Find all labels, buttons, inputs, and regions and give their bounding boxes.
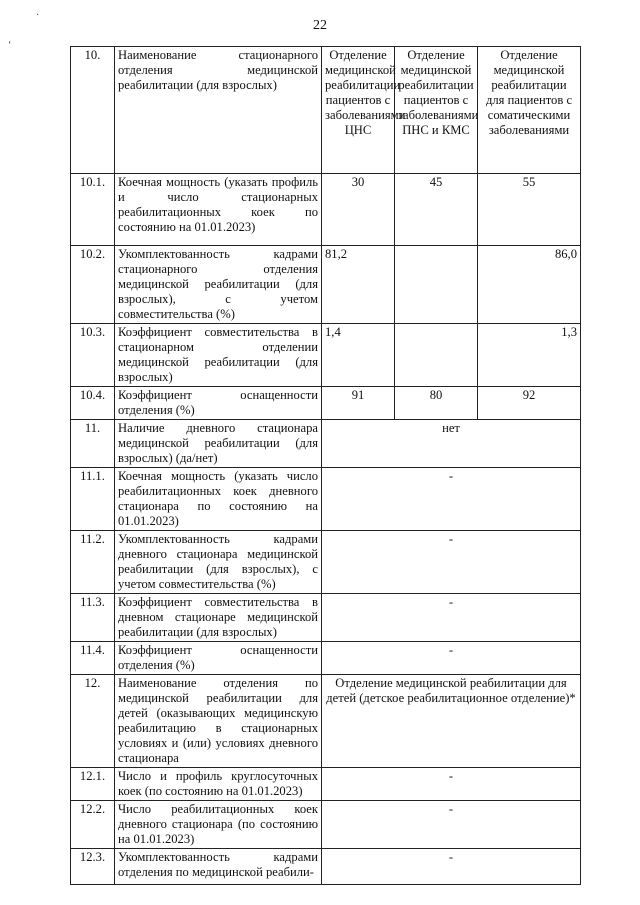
cell-value	[395, 246, 478, 324]
cell-value	[395, 324, 478, 387]
row-number: 12.1.	[71, 768, 115, 801]
table-row	[71, 246, 581, 324]
row-label: Число реабилитационных коек дневного стационара (по состоянию на 01.01.2023)	[115, 801, 322, 849]
table-row	[71, 531, 581, 594]
scan-dot: ‘	[8, 40, 12, 51]
table-row	[71, 420, 581, 468]
cell-value: -	[322, 594, 581, 642]
row-label: Коечная мощность (указать профиль и число стационарных реабилитационных коек по состоянию на 01.01.2023)	[115, 174, 322, 246]
cell-value: -	[322, 801, 581, 849]
cell-value: 80	[395, 387, 478, 420]
cell-value: 91	[322, 387, 395, 420]
row-label: Коэффициент оснащенности отделения (%)	[115, 387, 322, 420]
cell-value: 1,4	[322, 324, 395, 387]
row-label: Укомплектованность кадрами стационарного отделения медицинской реабилитации (для взрослых), с учетом совместительства (%)	[115, 246, 322, 324]
row-label: Наименование стационарного отделения медицинской реабилитации (для взрослых)	[115, 47, 322, 174]
cell-value: -	[322, 768, 581, 801]
row-label: Укомплектованность кадрами дневного стационара медицинской реабилитации (для взрослых), с учетом совместительства (%)	[115, 531, 322, 594]
row-number: 12.2.	[71, 801, 115, 849]
row-label: Наименование отделения по медицинской реабилитации для детей (оказывающих медицинскую реабилитацию в стационарных условиях и (или) условиях дневного стационара	[115, 675, 322, 768]
row-number: 10.1.	[71, 174, 115, 246]
cell-value: 81,2	[322, 246, 395, 324]
table-row	[71, 675, 581, 768]
cell-value: 45	[395, 174, 478, 246]
table-row	[71, 468, 581, 531]
page-number: 22	[313, 18, 327, 33]
table-row	[71, 387, 581, 420]
row-number: 11.	[71, 420, 115, 468]
cell-value: 55	[478, 174, 581, 246]
data-table	[70, 46, 581, 885]
table-row	[71, 47, 581, 174]
cell-value: 1,3	[478, 324, 581, 387]
cell-value: 30	[322, 174, 395, 246]
table-row	[71, 849, 581, 885]
row-number: 11.3.	[71, 594, 115, 642]
column-header: Отделение медицинской реабилитации пациентов с заболеваниями ЦНС	[322, 47, 395, 174]
cell-value: 92	[478, 387, 581, 420]
row-number: 10.4.	[71, 387, 115, 420]
row-label: Коэффициент совместительства в дневном стационаре медицинской реабилитации (для взрослых)	[115, 594, 322, 642]
table-row	[71, 768, 581, 801]
cell-value: -	[322, 849, 581, 885]
table-row	[71, 642, 581, 675]
table-row	[71, 801, 581, 849]
cell-value: -	[322, 531, 581, 594]
cell-value: -	[322, 642, 581, 675]
scan-dot: ·	[36, 10, 40, 21]
row-number: 10.2.	[71, 246, 115, 324]
row-label: Число и профиль круглосуточных коек (по состоянию на 01.01.2023)	[115, 768, 322, 801]
row-number: 11.2.	[71, 531, 115, 594]
cell-value: -	[322, 468, 581, 531]
column-header: Отделение медицинской реабилитации пациентов с заболеваниями ПНС и КМС	[395, 47, 478, 174]
row-number: 12.	[71, 675, 115, 768]
row-number: 12.3.	[71, 849, 115, 885]
cell-value: 86,0	[478, 246, 581, 324]
cell-value: нет	[322, 420, 581, 468]
row-label: Коечная мощность (указать число реабилитационных коек дневного стационара по состоянию на 01.01.2023)	[115, 468, 322, 531]
row-label: Коэффициент совместительства в стационарном отделении медицинской реабилитации (для взрослых)	[115, 324, 322, 387]
row-number: 10.3.	[71, 324, 115, 387]
cell-value: Отделение медицинской реабилитации для детей (детское реабилитационное отделение)*	[322, 675, 581, 768]
row-label: Укомплектованность кадрами отделения по медицинской реабили-	[115, 849, 322, 885]
column-header: Отделение медицинской реабилитации для пациентов с соматическими заболеваниями	[478, 47, 581, 174]
row-number: 10.	[71, 47, 115, 174]
row-number: 11.4.	[71, 642, 115, 675]
table-row	[71, 324, 581, 387]
table-row	[71, 174, 581, 246]
row-label: Наличие дневного стационара медицинской реабилитации (для взрослых) (да/нет)	[115, 420, 322, 468]
row-number: 11.1.	[71, 468, 115, 531]
table-row	[71, 594, 581, 642]
row-label: Коэффициент оснащенности отделения (%)	[115, 642, 322, 675]
